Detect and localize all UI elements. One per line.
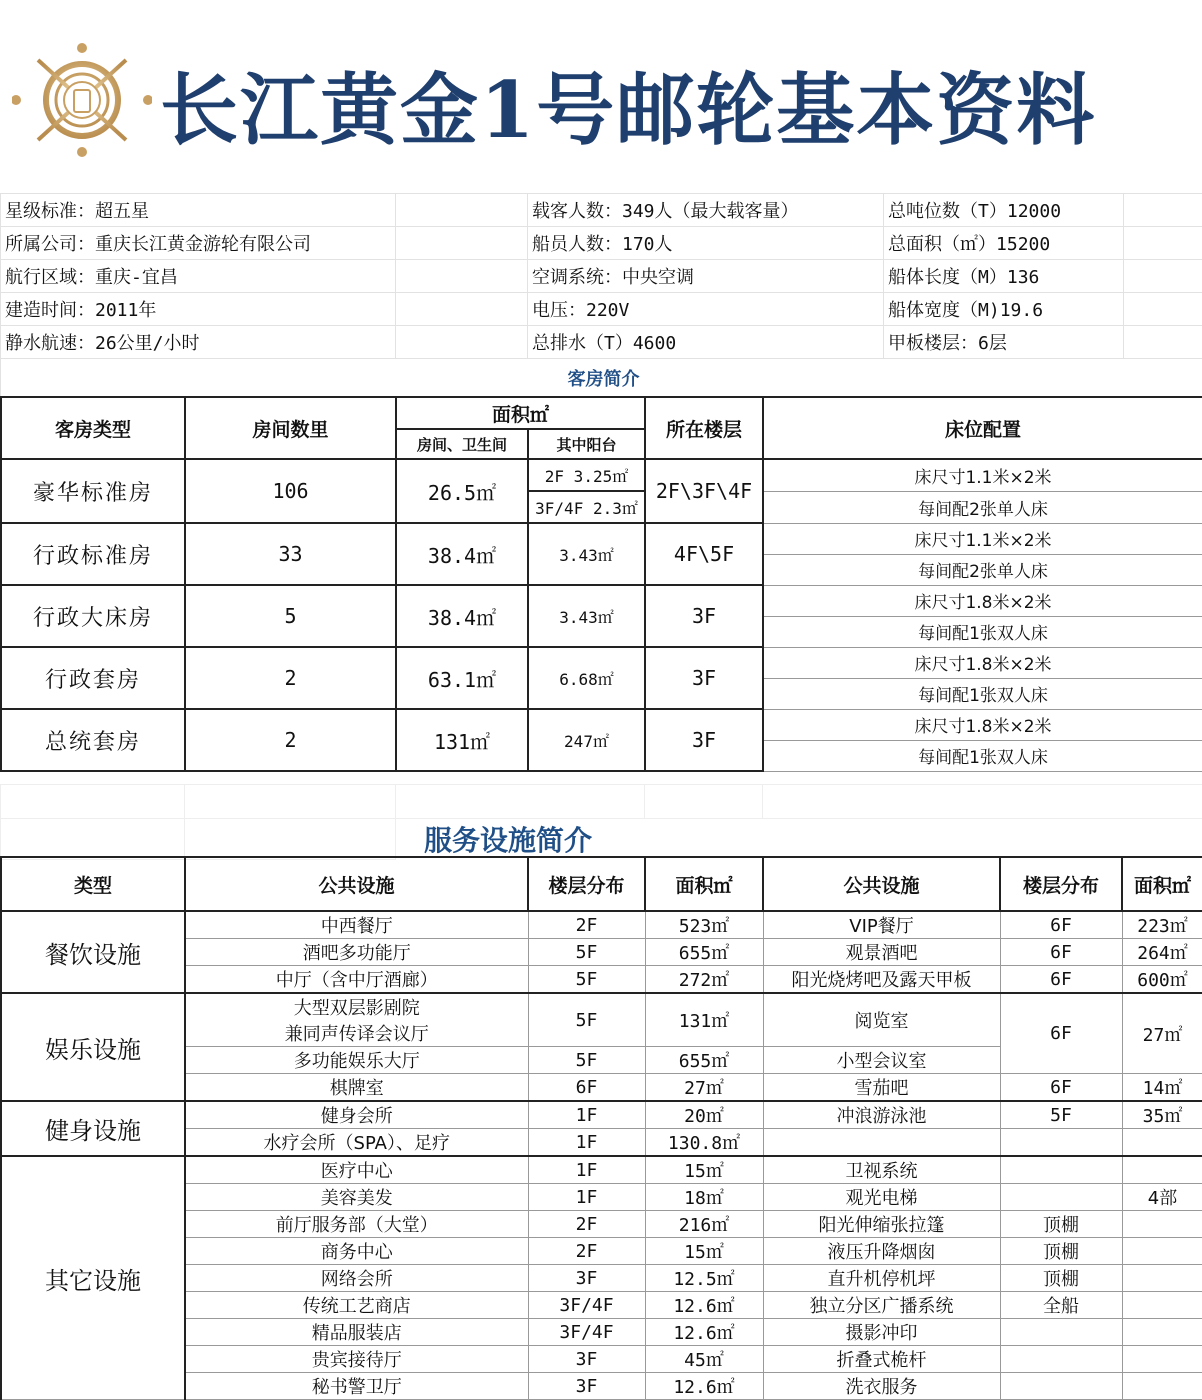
info-cell: 电压：220V [528,293,884,326]
room-type: 行政标准房 [1,523,185,585]
header [0,0,1202,193]
facility-floor [1000,1346,1122,1373]
facility-name: 独立分区广播系统 [763,1292,1000,1319]
facility-area: 600㎡ [1122,966,1202,994]
facility-area: 216㎡ [645,1211,763,1238]
facility-area [1122,1373,1202,1400]
facility-floor: 6F [1000,911,1122,939]
room-type: 行政套房 [1,647,185,709]
facility-area [1122,1346,1202,1373]
header-fac-type: 类型 [1,857,185,911]
header-fac-area: 面积㎡ [645,857,763,911]
room-balcony: 3.43㎡ [528,523,645,585]
facility-area: 15㎡ [645,1156,763,1184]
facility-floor: 6F [528,1074,645,1102]
info-cell: 船体宽度（M)19.6 [884,293,1124,326]
room-balcony: 247㎡ [528,709,645,771]
room-floor: 3F [645,709,763,771]
room-balcony: 3.43㎡ [528,585,645,647]
bed-desc: 每间配2张单人床 [763,491,1202,523]
header-fac-area-2: 面积㎡ [1122,857,1202,911]
facility-area: 14㎡ [1122,1074,1202,1102]
facility-name: 精品服装店 [185,1319,528,1346]
facility-row [1,1156,1202,1184]
bed-size: 床尺寸1.1米×2米 [763,523,1202,554]
room-area: 38.4㎡ [396,585,528,647]
facility-floor: 2F [528,911,645,939]
facility-floor: 5F [528,939,645,966]
facility-floor [1000,1156,1122,1184]
info-cell: 星级标准：超五星 [1,194,396,227]
category-dining: 餐饮设施 [1,911,185,993]
facility-area [1122,1292,1202,1319]
room-area: 38.4㎡ [396,523,528,585]
facility-floor: 5F [1000,1101,1122,1129]
info-cell: 载客人数：349人（最大载客量） [528,194,884,227]
facility-area [1122,1211,1202,1238]
facility-name: 洗衣服务 [763,1373,1000,1400]
info-cell: 总排水（T）4600 [528,326,884,359]
room-area: 26.5㎡ [396,459,528,523]
info-cell: 空调系统：中央空调 [528,260,884,293]
room-row [1,709,1202,740]
facility-area [1122,1319,1202,1346]
room-count: 106 [185,459,396,523]
facility-name: 贵宾接待厅 [185,1346,528,1373]
facility-floor: 5F [528,966,645,994]
header-room-count: 房间数里 [185,397,396,459]
facility-floor: 1F [528,1184,645,1211]
facility-name: VIP餐厅 [763,911,1000,939]
category-other: 其它设施 [1,1156,185,1400]
info-row [1,326,1202,359]
facility-area: 27㎡ [645,1074,763,1102]
facility-name: 网络会所 [185,1265,528,1292]
facility-name: 摄影冲印 [763,1319,1000,1346]
facility-floor: 3F/4F [528,1292,645,1319]
facility-name: 观景酒吧 [763,939,1000,966]
facility-area: 523㎡ [645,911,763,939]
facility-name: 多功能娱乐大厅 [185,1047,528,1074]
facility-area: 15㎡ [645,1238,763,1265]
info-cell: 甲板楼层：6层 [884,326,1124,359]
info-cell: 静水航速：26公里/小时 [1,326,396,359]
facility-name: 液压升降烟囱 [763,1238,1000,1265]
bed-desc: 每间配1张双人床 [763,616,1202,647]
info-row [1,293,1202,326]
bed-desc: 每间配1张双人床 [763,678,1202,709]
facility-area: 35㎡ [1122,1101,1202,1129]
room-floor: 4F\5F [645,523,763,585]
facility-name: 观光电梯 [763,1184,1000,1211]
facility-area: 20㎡ [645,1101,763,1129]
header-area-room: 房间、卫生间 [396,429,528,459]
room-count: 5 [185,585,396,647]
bed-size: 床尺寸1.8米×2米 [763,585,1202,616]
facility-area: 264㎡ [1122,939,1202,966]
facility-name: 秘书警卫厅 [185,1373,528,1400]
rooms-table [0,396,1202,772]
facility-area: 12.6㎡ [645,1319,763,1346]
facility-name: 阳光伸缩张拉篷 [763,1211,1000,1238]
facility-name: 卫视系统 [763,1156,1000,1184]
room-row [1,459,1202,491]
room-row [1,585,1202,616]
facility-name: 传统工艺商店 [185,1292,528,1319]
facility-name: 棋牌室 [185,1074,528,1102]
info-cell: 船体长度（M）136 [884,260,1124,293]
facility-name: 小型会议室 [763,1047,1000,1074]
facility-floor: 3F/4F [528,1319,645,1346]
facility-area: 12.5㎡ [645,1265,763,1292]
room-floor: 3F [645,585,763,647]
facility-area: 18㎡ [645,1184,763,1211]
facility-floor: 全船 [1000,1292,1122,1319]
facility-area [1122,1156,1202,1184]
room-row [1,523,1202,554]
facility-name: 阅览室 [763,993,1000,1047]
header-area-balcony: 其中阳台 [528,429,645,459]
facility-name: 直升机停机坪 [763,1265,1000,1292]
facility-area: 223㎡ [1122,911,1202,939]
info-row [1,227,1202,260]
facility-area: 130.8㎡ [645,1129,763,1157]
facility-floor [1000,1184,1122,1211]
facility-area: 12.6㎡ [645,1292,763,1319]
info-cell: 建造时间：2011年 [1,293,396,326]
room-type: 总统套房 [1,709,185,771]
room-balcony: 2F 3.25㎡ [528,459,645,491]
room-row [1,647,1202,678]
facility-row [1,911,1202,939]
facility-name: 兼同声传译会议厅 [185,1020,528,1047]
facility-name: 酒吧多功能厅 [185,939,528,966]
category-entertainment: 娱乐设施 [1,993,185,1101]
category-fitness: 健身设施 [1,1101,185,1156]
rooms-section-title: 客房简介 [1,359,1202,397]
info-cell: 船员人数：170人 [528,227,884,260]
header-floor: 所在楼层 [645,397,763,459]
facility-name: 商务中心 [185,1238,528,1265]
facility-floor: 1F [528,1129,645,1157]
header-room-type: 客房类型 [1,397,185,459]
room-count: 2 [185,647,396,709]
facility-name: 冲浪游泳池 [763,1101,1000,1129]
facility-area [1122,1238,1202,1265]
facility-floor: 3F [528,1265,645,1292]
facility-area: 12.6㎡ [645,1373,763,1400]
room-type: 豪华标准房 [1,459,185,523]
room-count: 33 [185,523,396,585]
bed-size: 床尺寸1.8米×2米 [763,647,1202,678]
header-fac-floor: 楼层分布 [528,857,645,911]
header-public-2: 公共设施 [763,857,1000,911]
facility-area: 4部 [1122,1184,1202,1211]
bed-size: 床尺寸1.8米×2米 [763,709,1202,740]
facility-name: 中西餐厅 [185,911,528,939]
facility-floor: 6F [1000,939,1122,966]
facility-floor: 1F [528,1101,645,1129]
room-area: 131㎡ [396,709,528,771]
facility-name: 大型双层影剧院 [185,993,528,1020]
facility-floor [1000,1319,1122,1346]
facility-name: 美容美发 [185,1184,528,1211]
facility-name: 水疗会所（SPA）、足疗 [185,1129,528,1157]
facility-floor: 5F [528,1047,645,1074]
facility-name: 前厅服务部（大堂） [185,1211,528,1238]
room-floor: 2F\3F\4F [645,459,763,523]
info-cell: 航行区域：重庆-宜昌 [1,260,396,293]
facility-floor: 6F [1000,1074,1122,1102]
bed-desc: 每间配1张双人床 [763,740,1202,771]
section-title-row [1,359,1202,397]
facility-name: 折叠式桅杆 [763,1346,1000,1373]
facility-floor: 3F [528,1346,645,1373]
facility-floor: 3F [528,1373,645,1400]
facility-floor: 顶棚 [1000,1211,1122,1238]
bed-size: 床尺寸1.1米×2米 [763,459,1202,491]
header-public: 公共设施 [185,857,528,911]
facility-floor: 1F [528,1156,645,1184]
info-row [1,194,1202,227]
header-fac-floor-2: 楼层分布 [1000,857,1122,911]
room-area: 63.1㎡ [396,647,528,709]
facility-name: 医疗中心 [185,1156,528,1184]
ship-wheel-logo-icon [12,42,152,158]
room-floor: 3F [645,647,763,709]
info-cell: 所属公司：重庆长江黄金游轮有限公司 [1,227,396,260]
facility-name: 阳光烧烤吧及露天甲板 [763,966,1000,994]
facility-area: 272㎡ [645,966,763,994]
facility-floor: 2F [528,1238,645,1265]
room-type: 行政大床房 [1,585,185,647]
facility-floor: 2F [528,1211,645,1238]
bed-desc: 每间配2张单人床 [763,554,1202,585]
facility-floor: 6F [1000,966,1122,994]
facility-floor: 顶棚 [1000,1265,1122,1292]
facility-area: 45㎡ [645,1346,763,1373]
info-cell: 总吨位数（T）12000 [884,194,1124,227]
room-count: 2 [185,709,396,771]
facility-row [1,993,1202,1020]
basic-info-table [0,193,1202,397]
facility-floor [1000,1373,1122,1400]
room-balcony: 3F/4F 2.3㎡ [528,491,645,523]
facility-floor: 5F [528,993,645,1047]
spacer-rows [0,784,1202,860]
facility-area: 131㎡ [645,993,763,1047]
facilities-table [0,856,1202,1400]
facility-row [1,1101,1202,1129]
facilities-section-title: 服务设施简介 [396,819,1202,860]
facility-name: 雪茄吧 [763,1074,1000,1102]
info-cell: 总面积（㎡）15200 [884,227,1124,260]
facility-area [1122,1265,1202,1292]
page-title: 长江黄金1号邮轮基本资料 [160,48,1096,160]
facility-name: 健身会所 [185,1101,528,1129]
header-bed: 床位配置 [763,397,1202,459]
facility-area: 27㎡ [1122,993,1202,1074]
info-row [1,260,1202,293]
facility-area: 655㎡ [645,1047,763,1074]
facility-area: 655㎡ [645,939,763,966]
header-area: 面积㎡ [396,397,645,429]
facility-floor: 6F [1000,993,1122,1074]
room-balcony: 6.68㎡ [528,647,645,709]
facility-floor: 顶棚 [1000,1238,1122,1265]
facility-name: 中厅（含中厅酒廊） [185,966,528,994]
